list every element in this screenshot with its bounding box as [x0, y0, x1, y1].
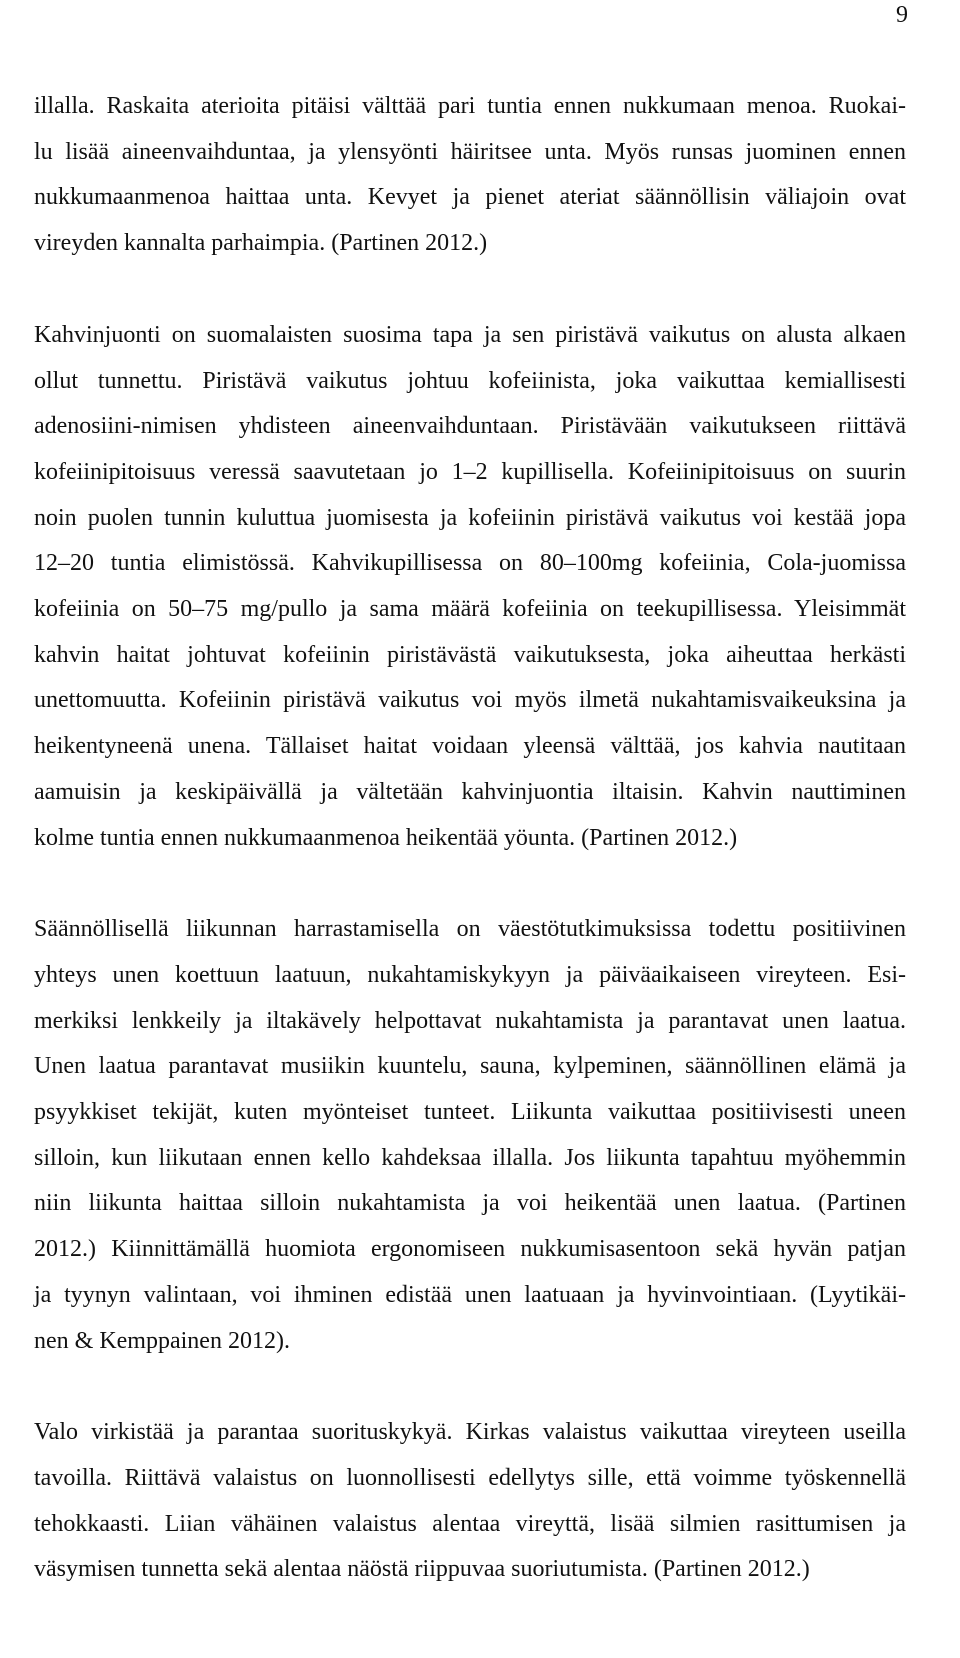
text-line: 2012.) Kiinnittämällä huomiota ergonomiseen nukkumisasentoon sekä hyvän patjan — [34, 1236, 906, 1263]
text-line: adenosiini-nimisen yhdisteen aineenvaihduntaan. Piristävään vaikutukseen riittävä — [34, 413, 906, 440]
text-line: tavoilla. Riittävä valaistus on luonnollisesti edellytys sille, että voimme työskennellä — [34, 1464, 906, 1491]
document-body — [34, 84, 906, 1593]
text-line: yhteys unen koettuun laatuun, nukahtamiskykyyn ja päiväaikaiseen vireyteen. Esi- — [34, 961, 906, 988]
text-line: kahvin haitat johtuvat kofeiinin piristävästä vaikutuksesta, joka aiheuttaa herkästi — [34, 641, 906, 668]
text-line: vireyden kannalta parhaimpia. (Partinen 2012.) — [34, 230, 488, 257]
paragraph-coffee — [34, 313, 906, 861]
paragraph-meals — [34, 84, 906, 267]
text-line: tehokkaasti. Liian vähäinen valaistus alentaa vireyttä, lisää silmien rasittumisen ja — [34, 1510, 906, 1537]
text-line: niin liikunta haittaa silloin nukahtamista ja voi heikentää unen laatua. (Partinen — [34, 1190, 906, 1217]
text-line: Säännöllisellä liikunnan harrastamisella on väestötutkimuksissa todettu positiivinen — [34, 916, 906, 943]
text-line: lu lisää aineenvaihduntaa, ja ylensyönti häiritsee unta. Myös runsas juominen ennen — [34, 138, 906, 165]
text-line: kolme tuntia ennen nukkumaanmenoa heikentää yöunta. (Partinen 2012.) — [34, 824, 738, 851]
text-line: Unen laatua parantavat musiikin kuuntelu, sauna, kylpeminen, säännöllinen elämä ja — [34, 1053, 906, 1080]
text-line: väsymisen tunnetta sekä alentaa näöstä riippuvaa suoriutumista. (Partinen 2012.) — [34, 1556, 810, 1583]
text-line: aamuisin ja keskipäivällä ja vältetään kahvinjuontia iltaisin. Kahvin nauttiminen — [34, 778, 906, 805]
text-line: nen & Kemppainen 2012). — [34, 1327, 290, 1354]
text-line: kofeiinia on 50–75 mg/pullo ja sama määrä kofeiinia on teekupillisessa. Yleisimmät — [34, 596, 906, 623]
text-line: Valo virkistää ja parantaa suorituskykyä. Kirkas valaistus vaikuttaa vireyteen useilla — [34, 1419, 906, 1446]
page-number: 9 — [896, 2, 908, 28]
text-line: illalla. Raskaita aterioita pitäisi välttää pari tuntia ennen nukkumaan menoa. Ruokai- — [34, 93, 906, 119]
text-line: Kahvinjuonti on suomalaisten suosima tapa ja sen piristävä vaikutus on alusta alkaen — [34, 321, 906, 348]
text-line: noin puolen tunnin kuluttua juomisesta ja kofeiinin piristävä vaikutus voi kestää jopa — [34, 504, 906, 531]
text-line: unettomuutta. Kofeiinin piristävä vaikutus voi myös ilmetä nukahtamisvaikeuksina ja — [34, 687, 906, 714]
text-line: psyykkiset tekijät, kuten myönteiset tunteet. Liikunta vaikuttaa positiivisesti uneen — [34, 1099, 906, 1126]
paragraph-exercise — [34, 907, 906, 1364]
text-line: ja tyynyn valintaan, voi ihminen edistää unen laatuaan ja hyvinvointiaan. (Lyytikäi- — [34, 1281, 906, 1308]
text-line: merkiksi lenkkeily ja iltakävely helpottavat nukahtamista ja parantavat unen laatua. — [34, 1007, 906, 1034]
text-line: kofeiinipitoisuus veressä saavutetaan jo 1–2 kupillisella. Kofeiinipitoisuus on suurin — [34, 458, 906, 485]
text-line: ollut tunnettu. Piristävä vaikutus johtuu kofeiinista, joka vaikuttaa kemiallisesti — [34, 367, 906, 394]
paragraph-light — [34, 1410, 906, 1593]
text-line: heikentyneenä unena. Tällaiset haitat voidaan yleensä välttää, jos kahvia nautitaan — [34, 733, 906, 760]
text-line: silloin, kun liikutaan ennen kello kahdeksaa illalla. Jos liikunta tapahtuu myöhemmin — [34, 1144, 906, 1171]
text-line: nukkumaanmenoa haittaa unta. Kevyet ja pienet ateriat säännöllisin väliajoin ovat — [34, 184, 906, 211]
text-line: 12–20 tuntia elimistössä. Kahvikupillisessa on 80–100mg kofeiinia, Cola-juomissa — [34, 550, 906, 577]
